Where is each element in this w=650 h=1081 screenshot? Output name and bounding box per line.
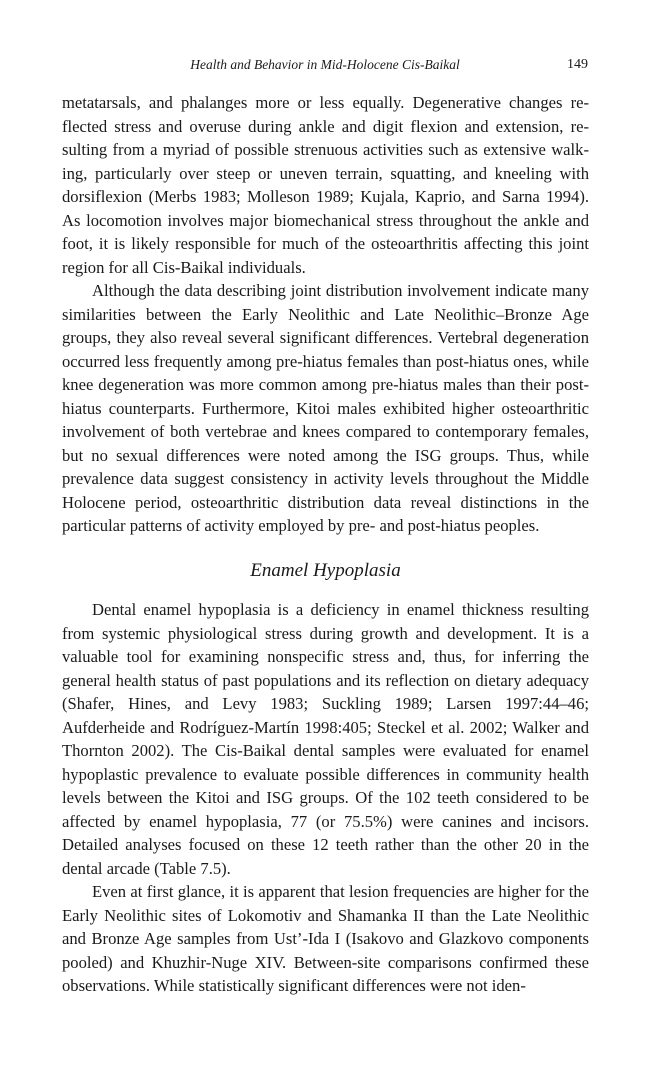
- section-heading: Enamel Hypoplasia: [250, 560, 401, 581]
- running-head: [62, 57, 588, 77]
- body-text-before-heading: [62, 91, 589, 538]
- body-text-after-heading: [62, 598, 589, 998]
- paragraph: Even at first glance, it is apparent that lesion frequencies are higher for the Early Neolithic sites of Lokomotiv and Shamanka II than the Late Neolithic and Bronze Age samples from Ust’-Ida I (Isakovo and Glazkovo components pooled) and Khuzhir-Nuge XIV. Between-site comparisons confirmed these observations. While statistically significant differences were not iden-: [62, 882, 589, 995]
- running-title: Health and Behavior in Mid-Holocene Cis-Baikal: [190, 57, 460, 72]
- paragraph: Although the data describing joint distribution involvement indicate many similarities between the Early Neolithic and Late Neolithic–Bronze Age groups, they also reveal several significant differences. Vertebral degeneration occurred less frequently among pre-hiatus females than post-hiatus ones, while knee degeneration was more common among pre-hiatus males than their posthiatus counterparts. Furthermore, Kitoi males exhibited higher osteoarthritic involvement of both vertebrae and knees compared to contemporary females, but no sexual differences were noted among the ISG groups. Thus, while prevalence data suggest consistency in activity levels throughout the Middle Holocene period, osteoarthritic distribution data reveal distinctions in the particular patterns of activity employed by pre- and post-hiatus peoples.: [62, 281, 589, 535]
- paragraph: Dental enamel hypoplasia is a deficiency in enamel thickness resulting from systemic physiological stress during growth and development. It is a valuable tool for examining nonspecific stress and, thus, for inferring the general health status of past populations and its reflection on dietary adequacy (Shafer, Hines, and Levy 1983; Suckling 1989; Larsen 1997:44–46; Aufderheide and Rodríguez-Martín 1998:405; Steckel et al. 2002; Walker and Thornton 2002). The Cis-Baikal dental samples were evaluated for enamel hypoplastic prevalence to evaluate possible differences in community health levels between the Kitoi and ISG groups. Of the 102 teeth considered to be affected by enamel hypoplasia, 77 (or 75.5%) were canines and incisors. Detailed analyses focused on these 12 teeth rather than the other 20 in the dental arcade (Table 7.5).: [62, 600, 589, 878]
- page-number: 149: [567, 57, 588, 72]
- paragraph: metatarsals, and phalanges more or less equally. Degenerative changes reflected stress and overuse during ankle and digit flexion and extension, resulting from a myriad of possible strenuous activities such as extensive walking, particularly over steep or uneven terrain, squatting, and kneeling with dorsiflexion (Merbs 1983; Molleson 1989; Kujala, Kaprio, and Sarna 1994). As locomotion involves major biomechanical stress throughout the ankle and foot, it is likely responsible for much of the osteoarthritis affecting this joint region for all Cis-Baikal individuals.: [62, 93, 589, 277]
